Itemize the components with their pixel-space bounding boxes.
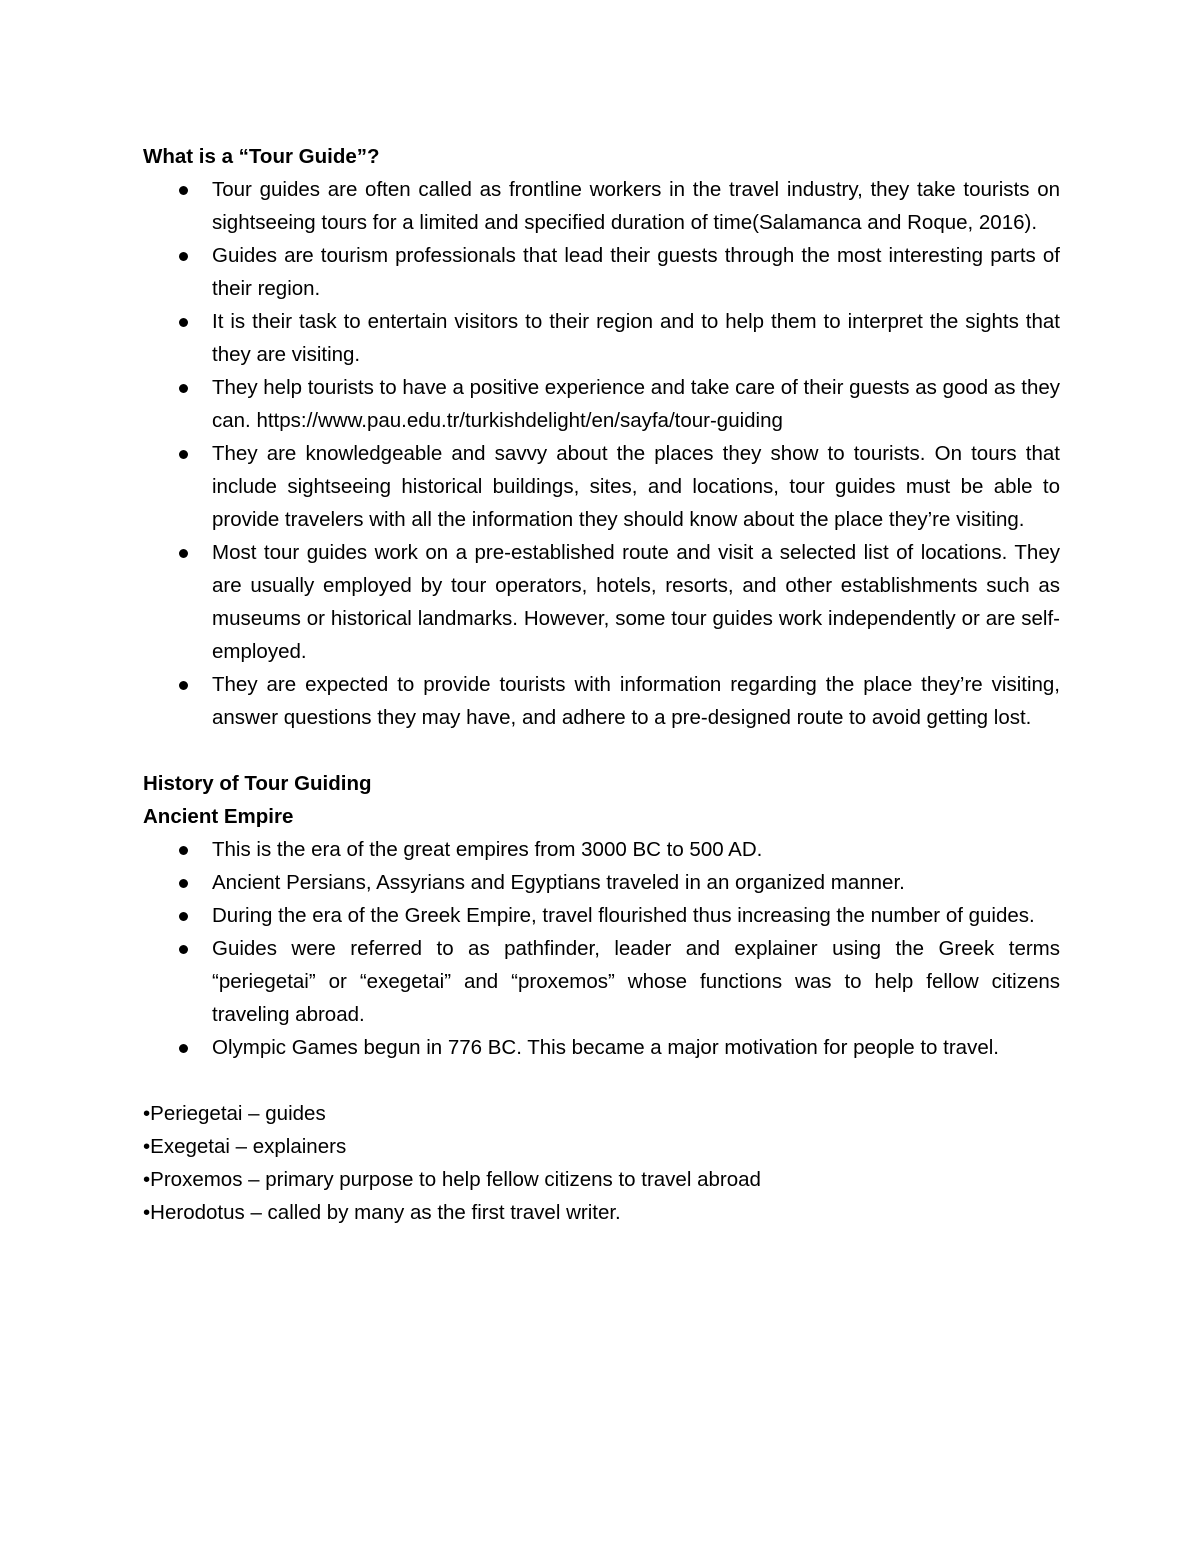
list-item-text: Tour guides are often called as frontline workers in the travel industry, they take tourists on sightseeing tours for a limited and specified duration of time(Salamanca and Roque, 2016).: [212, 178, 1060, 234]
spacer: [143, 734, 1060, 767]
ancient-empire-bullet-list: [143, 833, 1060, 1064]
bullet-icon: [179, 945, 188, 954]
term-herodotus: •Herodotus – called by many as the first travel writer.: [143, 1201, 621, 1224]
list-item-text: Guides are tourism professionals that lead their guests through the most interesting parts of their region.: [212, 244, 1060, 300]
list-item: [143, 371, 1060, 437]
list-item: [143, 932, 1060, 1031]
list-item-text: It is their task to entertain visitors to their region and to help them to interpret the sights that they are visiting.: [212, 310, 1060, 366]
section-heading-history: History of Tour Guiding: [143, 772, 372, 795]
bullet-icon: [179, 186, 188, 195]
bullet-icon: [179, 318, 188, 327]
term-periegetai: •Periegetai – guides: [143, 1102, 326, 1125]
list-item-text: They are expected to provide tourists with information regarding the place they’re visiting, answer questions they may have, and adhere to a pre-designed route to avoid getting lost.: [212, 673, 1060, 729]
list-item: [143, 833, 1060, 866]
list-item-text: They help tourists to have a positive experience and take care of their guests as good as they can. https://www.pau.edu.tr/turkishdelight/en/sayfa/tour-guiding: [212, 376, 1060, 432]
list-item: [143, 866, 1060, 899]
list-item-text: Guides were referred to as pathfinder, leader and explainer using the Greek terms “periegetai” or “exegetai” and “proxemos” whose functions was to help fellow citizens traveling abroad.: [212, 937, 1060, 1026]
list-item: [143, 899, 1060, 932]
list-item: [143, 437, 1060, 536]
section-heading-tour-guide: What is a “Tour Guide”?: [143, 145, 380, 168]
list-item: [143, 305, 1060, 371]
bullet-icon: [179, 912, 188, 921]
list-item-text: Ancient Persians, Assyrians and Egyptians traveled in an organized manner.: [212, 871, 905, 894]
spacer: [143, 1064, 1060, 1097]
term-exegetai: •Exegetai – explainers: [143, 1135, 347, 1158]
list-item: [143, 1031, 1060, 1064]
list-item-text: They are knowledgeable and savvy about the places they show to tourists. On tours that include sightseeing historical buildings, sites, and locations, tour guides must be able to provide travelers with all the information they should know about the place they’re visiting.: [212, 442, 1060, 531]
list-item-text: During the era of the Greek Empire, travel flourished thus increasing the number of guides.: [212, 904, 1035, 927]
list-item-text: Olympic Games begun in 776 BC. This became a major motivation for people to travel.: [212, 1036, 999, 1059]
document-page: [143, 140, 1060, 1229]
bullet-icon: [179, 252, 188, 261]
list-item: [143, 239, 1060, 305]
tour-guide-bullet-list: [143, 173, 1060, 734]
bullet-icon: [179, 384, 188, 393]
bullet-icon: [179, 450, 188, 459]
subheading-ancient-empire: Ancient Empire: [143, 805, 294, 828]
list-item: [143, 668, 1060, 734]
list-item: [143, 536, 1060, 668]
bullet-icon: [179, 846, 188, 855]
bullet-icon: [179, 681, 188, 690]
bullet-icon: [179, 879, 188, 888]
term-proxemos: •Proxemos – primary purpose to help fellow citizens to travel abroad: [143, 1168, 761, 1191]
list-item-text: This is the era of the great empires from 3000 BC to 500 AD.: [212, 838, 763, 861]
bullet-icon: [179, 549, 188, 558]
list-item-text: Most tour guides work on a pre-established route and visit a selected list of locations. They are usually employed by tour operators, hotels, resorts, and other establishments such as museums or historical landmarks. However, some tour guides work independently or are self-employed.: [212, 541, 1060, 663]
bullet-icon: [179, 1044, 188, 1053]
list-item: [143, 173, 1060, 239]
